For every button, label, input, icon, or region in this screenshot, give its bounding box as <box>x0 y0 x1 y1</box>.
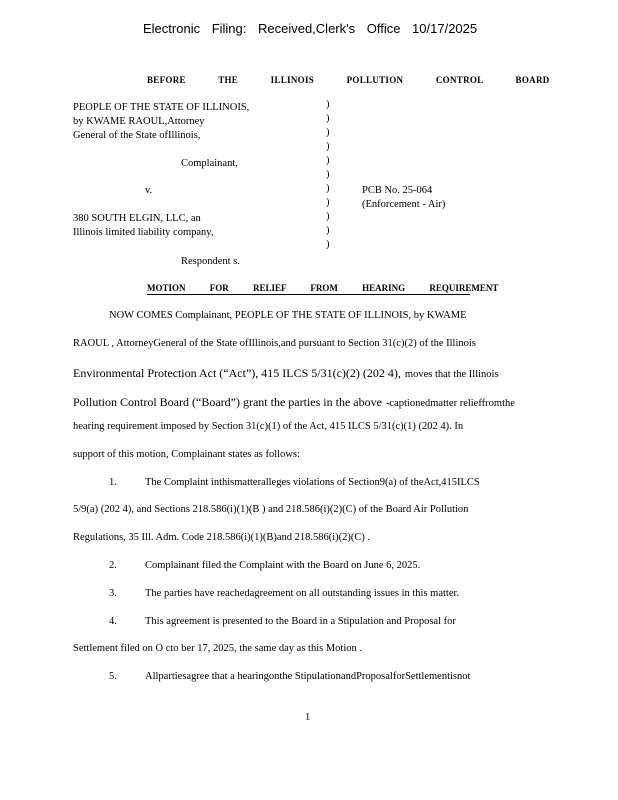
board-header: BEFORE THE ILLINOIS POLLUTION CONTROL BOARD <box>147 75 550 85</box>
body-line-1: NOW COMES Complainant, PEOPLE OF THE STATE OF ILLINOIS, by KWAME <box>109 310 467 321</box>
body-line-2: RAOUL , AttorneyGeneral of the State ofIllinois,and pursuant to Section 31(c)(2) of the Illinois <box>73 338 476 349</box>
defendant-line: 380 SOUTH ELGIN, LLC, an <box>73 213 201 224</box>
body-line-4 <box>73 393 515 411</box>
paren: ) <box>326 155 330 166</box>
paren: ) <box>326 183 330 194</box>
item-number: 3. <box>109 588 117 599</box>
respondent-label: Respondent s. <box>181 256 240 267</box>
case-number <box>362 184 445 212</box>
body-line-4-main: Pollution Control Board (“Board”) grant the parties in the above <box>73 395 382 409</box>
case-number-text: PCB No. 25-064 <box>362 185 433 196</box>
plaintiff-line: General of the State ofIllinois, <box>73 130 201 141</box>
filing-stamp: Electronic Filing: Received,Clerk's Office 10/17/2025 <box>143 21 478 36</box>
paren: ) <box>326 169 330 180</box>
body-line-3-main: Environmental Protection Act (“Act”), 415 ILCS 5/31(c)(2) (202 4), <box>73 366 401 380</box>
caption-plaintiff <box>73 101 249 143</box>
item-line: 5/9(a) (202 4), and Sections 218.586(i)(1)(B ) and 218.586(i)(2)(C) of the Board Air Pollution <box>73 504 469 515</box>
complainant-label: Complainant, <box>181 158 238 169</box>
motion-title: MOTION FOR RELIEF FROM HEARING REQUIREMENT <box>147 283 499 293</box>
paren: ) <box>326 99 330 110</box>
caption-defendant <box>73 212 213 240</box>
item-number: 1. <box>109 477 117 488</box>
versus-label: v. <box>145 185 153 196</box>
item-line: Allpartiesagree that a hearingonthe StipulationandProposalforSettlementisnot <box>145 671 471 682</box>
body-line-5: hearing requirement imposed by Section 31(c)(1) of the Act, 415 ILCS 5/31(c)(1) (202 4). In <box>73 421 464 432</box>
paren: ) <box>326 211 330 222</box>
item-line: The Complaint inthismatteralleges violations of Section9(a) of theAct,415ILCS <box>145 477 480 488</box>
item-number: 2. <box>109 560 117 571</box>
item-number: 4. <box>109 616 117 627</box>
body-line-3 <box>73 364 499 382</box>
paren: ) <box>326 225 330 236</box>
page-number: 1 <box>305 712 311 723</box>
item-number: 5. <box>109 671 117 682</box>
item-line: The parties have reachedagreement on all outstanding issues in this matter. <box>145 588 460 599</box>
paren: ) <box>326 141 330 152</box>
defendant-line: Illinois limited liability company, <box>73 227 214 238</box>
paren: ) <box>326 113 330 124</box>
body-line-4-tail: -captionedmatter relieffromthe <box>385 398 515 409</box>
item-line: Regulations, 35 Ill. Adm. Code 218.586(i)(1)(B)and 218.586(i)(2)(C) . <box>73 532 371 543</box>
paren: ) <box>326 127 330 138</box>
case-type-text: (Enforcement - Air) <box>362 199 446 210</box>
body-line-3-tail: moves that the Illinois <box>404 369 499 380</box>
paren: ) <box>326 239 330 250</box>
item-line: Settlement filed on O cto ber 17, 2025, the same day as this Motion . <box>73 643 362 654</box>
plaintiff-line: PEOPLE OF THE STATE OF ILLINOIS, <box>73 102 250 113</box>
body-line-6: support of this motion, Complainant states as follows: <box>73 449 300 460</box>
item-line: Complainant filed the Complaint with the Board on June 6, 2025. <box>145 560 421 571</box>
paren: ) <box>326 197 330 208</box>
caption-parentheses <box>326 98 330 252</box>
plaintiff-line: by KWAME RAOUL,Attorney <box>73 116 205 127</box>
item-line: This agreement is presented to the Board in a Stipulation and Proposal for <box>145 616 456 627</box>
